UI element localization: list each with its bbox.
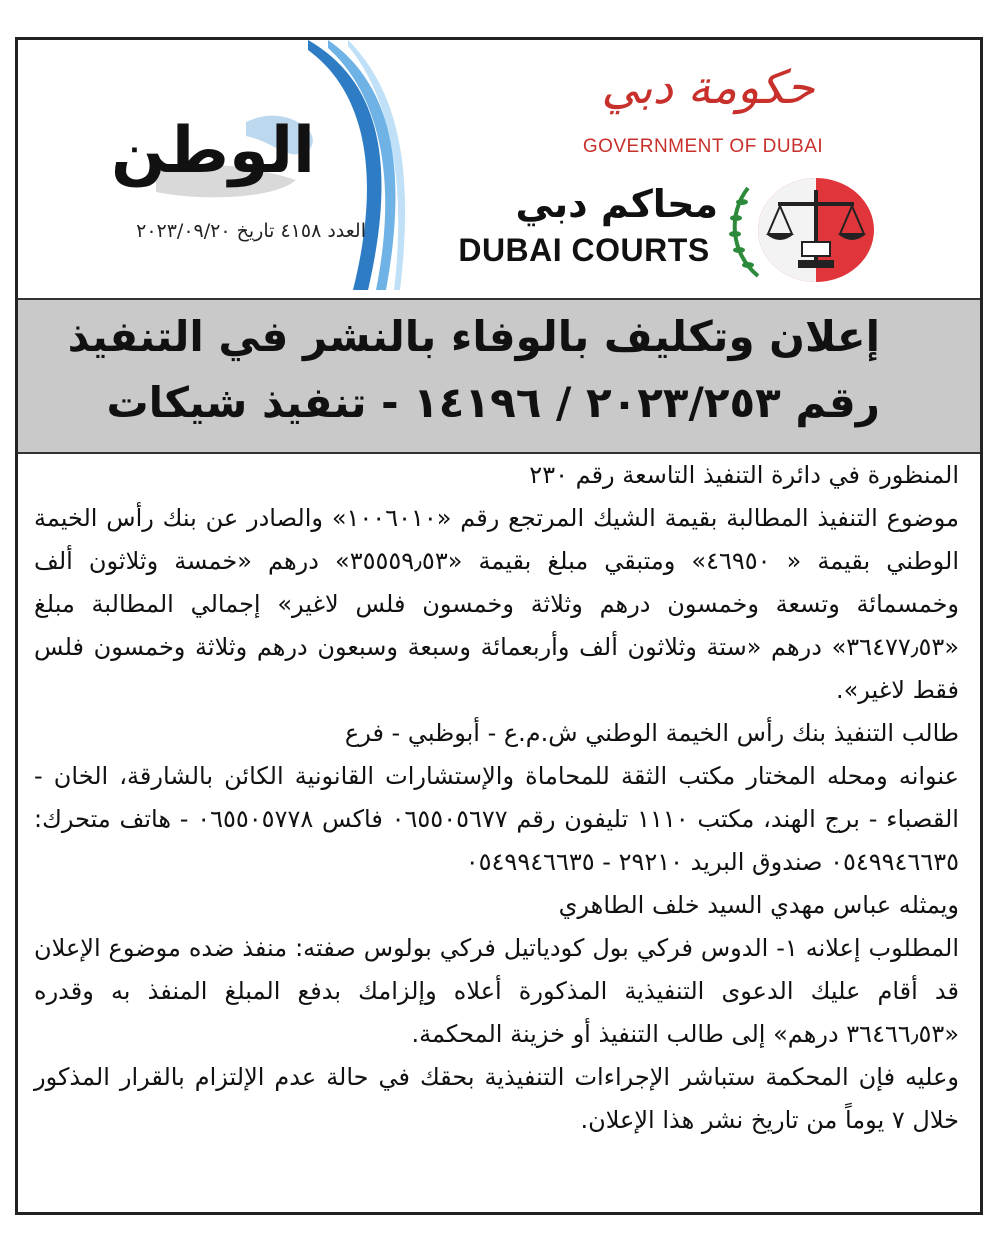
courts-name-en: DUBAI COURTS xyxy=(458,232,710,268)
notice-body xyxy=(34,454,959,1142)
notice-header xyxy=(18,40,980,298)
subject-paragraph: موضوع التنفيذ المطالبة بقيمة الشيك المرتجع رقم «١٠٠٦٠١٠» والصادر عن بنك رأس الخيمة الوطني بقيمة « ٤٦٩٥٠» ومتبقي مبلغ بقيمة «٣٥٥٥٩٫٥٣» درهم «خمسة وثلاثون ألف وخمسمائة وتسعة وخمسون درهم وثلاثة وخمسون فلس لاغير» إجمالي المطالبة مبلغ «٣٦٤٧٧٫٥٣» درهم «ستة وثلاثون ألف وأربعمائة وسبعة وسبعون درهم وثلاثة وخمسون فلس فقط لاغير». xyxy=(34,504,959,704)
applicant-paragraph: طالب التنفيذ بنك رأس الخيمة الوطني ش.م.ع - أبوظبي - فرع xyxy=(344,719,959,747)
respondent-paragraph: المطلوب إعلانه ١- الدوس فركي بول كودياتيل فركي بولوس صفته: منفذ ضده موضوع الإعلان قد أقام عليك الدعوى التنفيذية المذكورة أعلاه وإلزامك بدفع المبلغ المنفذ به وقدره «٣٦٤٦٦٫٥٣ درهم» إلى طالب التنفيذ أو خزينة المحكمة. xyxy=(34,934,960,1048)
courts-scales-emblem xyxy=(718,168,878,288)
address-paragraph: عنوانه ومحله المختار مكتب الثقة للمحاماة والإستشارات القانونية الكائن بالشارقة، الخان - القصباء - برج الهند، مكتب ١١١٠ تليفون رقم ٠٦٥٥٠٥٦٧٧ فاكس ٠٦٥٥٠٥٧٧٨ - هاتف متحرك: ٠٥٤٩٩٤٦٦٣٥ صندوق البريد ٢٩٢١٠ - ٠٥٤٩٩٤٦٦٣٥ xyxy=(34,762,959,876)
issue-line: العدد ٤١٥٨ تاريخ ٢٠٢٣/٠٩/٢٠ xyxy=(136,220,366,242)
warning-paragraph: وعليه فإن المحكمة ستباشر الإجراءات التنفيذية بحقك في حالة عدم الإلتزام بالقرار المذكور خلال ٧ يوماً من تاريخ نشر هذا الإعلان. xyxy=(34,1063,959,1134)
notice-title-band xyxy=(18,298,980,454)
circuit-paragraph: المنظورة في دائرة التنفيذ التاسعة رقم ٢٣٠ xyxy=(529,461,959,489)
newspaper-name: الوطن xyxy=(111,114,315,188)
notice-title-line-2: رقم ٢٠٢٣/٢٥٣ / ١٤١٩٦ - تنفيذ شيكات xyxy=(106,378,880,427)
notice-frame xyxy=(15,37,983,1215)
government-name-en: GOVERNMENT OF DUBAI xyxy=(582,136,824,157)
representative-paragraph: ويمثله عباس مهدي السيد خلف الطاهري xyxy=(558,891,959,919)
courts-name-ar: محاكم دبي xyxy=(515,182,718,226)
government-name-ar: حكومة دبي xyxy=(601,60,815,114)
notice-title-line-1: إعلان وتكليف بالوفاء بالنشر في التنفيذ xyxy=(67,312,880,361)
